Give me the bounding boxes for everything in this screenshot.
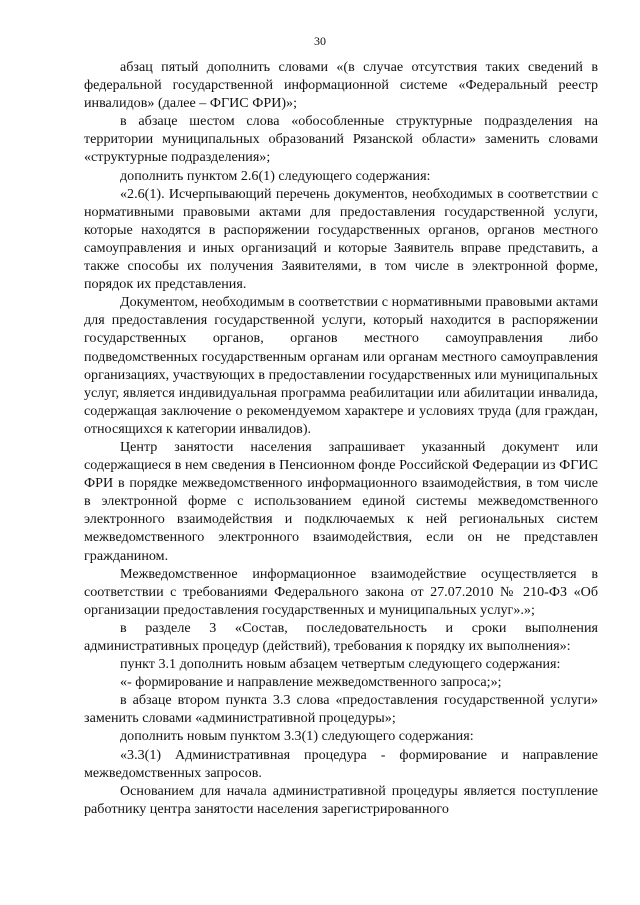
paragraph: Центр занятости населения запрашивает указанный документ или содержащиеся в нем сведения в Пенсионном фонде Российской Федерации из ФГИС ФРИ в порядке межведомственного информационного взаимодействия, в том числе в электронной форме с использованием единой системы межведомственного электронного взаимодействия и подключаемых к ней региональных систем межведомственного электронного взаимодействия, если он не представлен гражданином. — [84, 438, 598, 564]
paragraph: «- формирование и направление межведомственного запроса;»; — [120, 674, 502, 691]
paragraph: дополнить новым пунктом 3.3(1) следующего содержания: — [120, 728, 474, 745]
paragraph: абзац пятый дополнить словами «(в случае отсутствия таких сведений в федеральной государственной информационной системе «Федеральный реестр инвалидов» (далее – ФГИС ФРИ)»; — [84, 59, 598, 112]
paragraph: «2.6(1). Исчерпывающий перечень документов, необходимых в соответствии с нормативными правовыми актами для предоставления государственной услуги, которые находятся в распоряжении государственных органов, органов местного самоуправления и иных организаций и которые Заявитель вправе представить, а также способы их получения Заявителями, в том числе в электронной форме, порядок их представления. — [84, 185, 598, 293]
paragraph: пункт 3.1 дополнить новым абзацем четвертым следующего содержания: — [120, 656, 561, 673]
document-body — [84, 58, 598, 818]
paragraph: в разделе 3 «Состав, последовательность и сроки выполнения административных процедур (действий), требования к порядку их выполнения»: — [84, 619, 598, 654]
paragraph: Документом, необходимым в соответствии с нормативными правовыми актами для предоставления государственной услуги, который находится в распоряжении государственных органов, органов местного самоуправления либо подведомственных государственным органам или органам местного самоуправления организациях, участвующих в предоставлении государственных или муниципальных услуг, является индивидуальная программа реабилитации или абилитации инвалида, содержащая заключение о рекомендуемом характере и условиях труда (для граждан, относящихся к категории инвалидов). — [84, 294, 598, 437]
paragraph: Межведомственное информационное взаимодействие осуществляется в соответствии с требованиями Федерального закона от 27.07.2010 № 210-ФЗ «Об организации предоставления государственных и муниципальных услуг».»; — [84, 565, 598, 618]
paragraph: в абзаце шестом слова «обособленные структурные подразделения на территории муниципальных образований Рязанской области» заменить словами «структурные подразделения»; — [84, 113, 598, 166]
paragraph: Основанием для начала административной процедуры является поступление работнику центра занятости населения зарегистрированного — [84, 782, 598, 817]
paragraph: в абзаце втором пункта 3.3 слова «предоставления государственной услуги» заменить словами «административной процедуры»; — [84, 692, 598, 727]
paragraph: «3.3(1) Административная процедура - формирование и направление межведомственных запросов. — [84, 746, 598, 781]
page-number: 30 — [314, 34, 326, 48]
paragraph: дополнить пунктом 2.6(1) следующего содержания: — [120, 167, 431, 184]
